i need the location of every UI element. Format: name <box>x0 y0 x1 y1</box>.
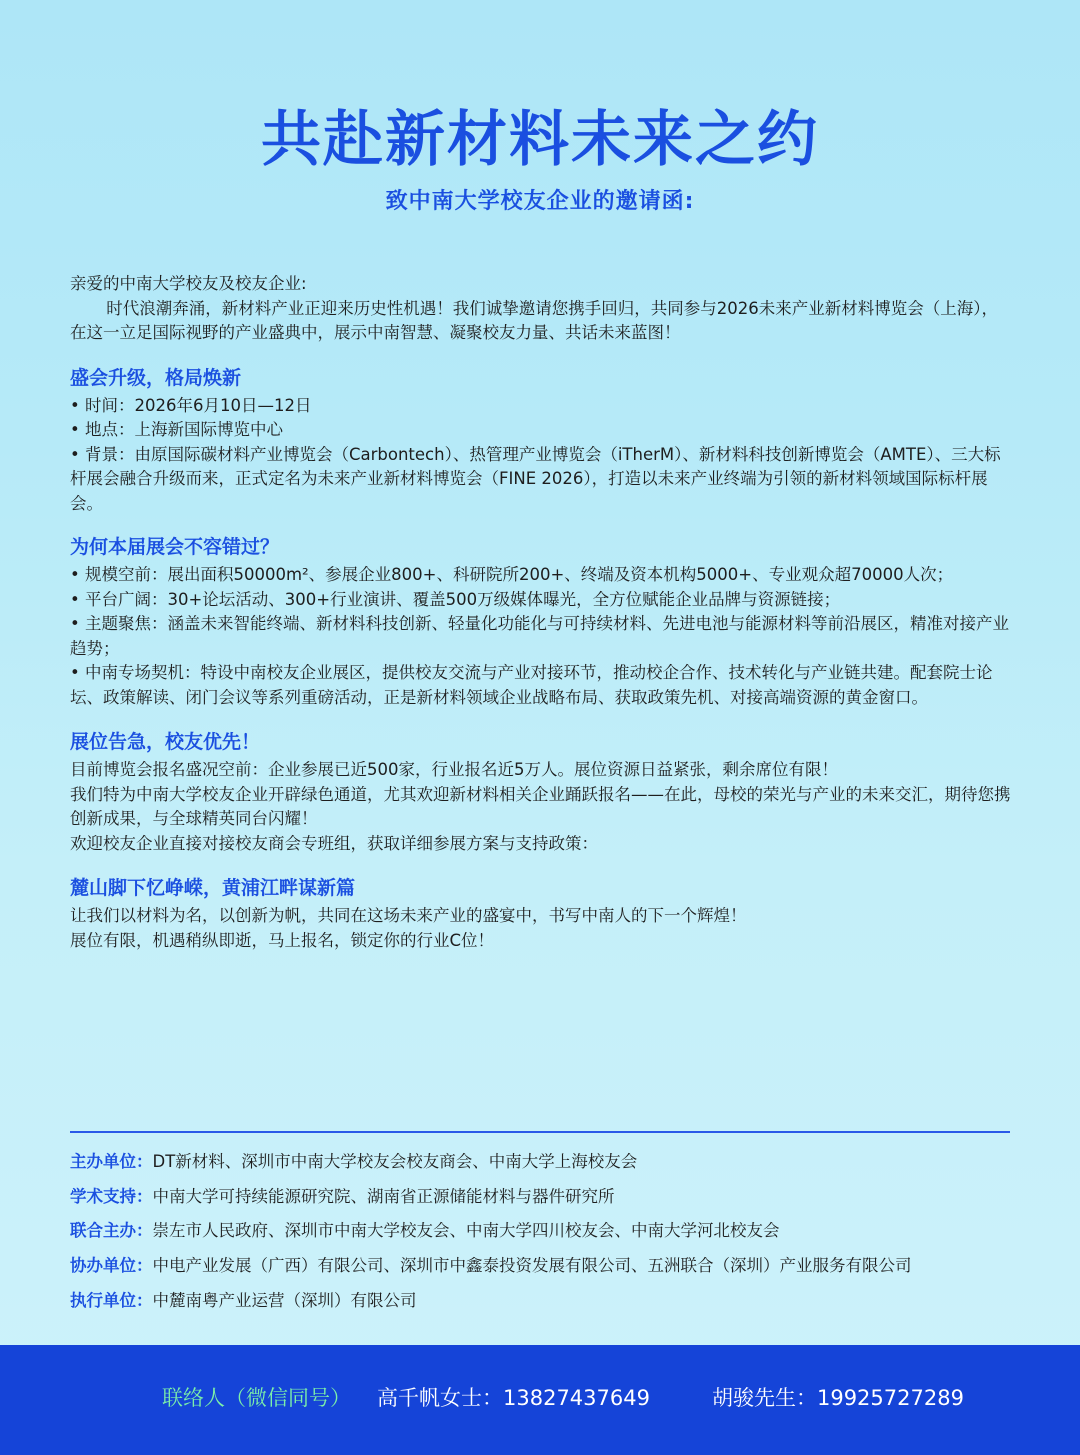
contact-footer <box>0 1345 1080 1455</box>
contact-person-hu: 胡骏先生：19925727289 <box>711 1386 964 1410</box>
organizer-value: 中南大学可持续能源研究院、湖南省正源储能材料与器件研究所 <box>152 1186 615 1206</box>
list-item: • 地点：上海新国际博览中心 <box>70 420 283 439</box>
why-list <box>70 563 1014 710</box>
greeting: 亲爱的中南大学校友及校友企业: <box>70 274 307 293</box>
section-title-closing: 麓山脚下忆峥嵘，黄浦江畔谋新篇 <box>70 877 356 899</box>
contact-label: 联络人（微信同号） <box>162 1386 351 1410</box>
organizer-value: 崇左市人民政府、深圳市中南大学校友会、中南大学四川校友会、中南大学河北校友会 <box>152 1221 780 1241</box>
page-subtitle: 致中南大学校友企业的邀请函: <box>385 189 695 214</box>
list-item: • 时间：2026年6月10日—12日 <box>70 395 312 415</box>
section-divider <box>70 1131 1010 1133</box>
organizer-value: DT新材料、深圳市中南大学校友会校友商会、中南大学上海校友会 <box>152 1152 638 1171</box>
organizer-label: 联合主办： <box>70 1221 153 1241</box>
closing-line: 展位有限，机遇稍纵即逝，马上报名，锁定你的行业C位！ <box>70 930 495 950</box>
closing-line: 让我们以材料为名，以创新为帆，共同在这场未来产业的盛宴中，书写中南人的下一个辉煌！ <box>70 906 747 925</box>
list-item: • 背景：由原国际碳材料产业博览会（Carbontech）、热管理产业博览会（iTherM）、新材料科技创新博览会（AMTE）、三大标杆展会融合升级而来，正式定名为未来产业新材料博览会（FINE 2026），打造以未来产业终端为引领的新材料领域国际标杆展会。 <box>70 444 1001 513</box>
organizers-list <box>70 1148 1014 1321</box>
list-item: • 平台广阔：30+论坛活动、300+行业演讲、覆盖500万级媒体曝光，全方位赋能企业品牌与资源链接； <box>70 589 841 609</box>
list-item: • 中南专场契机：特设中南校友企业展区，提供校友交流与产业对接环节，推动校企合作、技术转化与产业链共建。配套院士论坛、政策解读、闭门会议等系列重磅活动，正是新材料领域企业战略布局、获取政策先机、对接高端资源的黄金窗口。 <box>70 663 993 707</box>
organizer-value: 中电产业发展（广西）有限公司、深圳市中鑫泰投资发展有限公司、五洲联合（深圳）产业服务有限公司 <box>152 1256 912 1276</box>
list-item: • 规模空前：展出面积50000m²、参展企业800+、科研院所200+、终端及资本机构5000+、专业观众超70000人次； <box>70 565 954 584</box>
booth-line: 目前博览会报名盛况空前：企业参展已近500家，行业报名近5万人。展位资源日益紧张，剩余席位有限！ <box>70 760 838 779</box>
organizer-label: 执行单位： <box>70 1290 153 1310</box>
section-title-upgrade: 盛会升级，格局焕新 <box>70 366 242 389</box>
contact-line <box>162 1378 964 1418</box>
section-title-why: 为何本届展会不容错过？ <box>70 536 280 558</box>
organizer-row-academic <box>70 1183 1014 1218</box>
organizer-label: 主办单位： <box>70 1152 153 1171</box>
organizer-label: 协办单位： <box>70 1256 153 1276</box>
section-title-booth: 展位告急，校友优先！ <box>70 731 261 753</box>
organizer-value: 中麓南粤产业运营（深圳）有限公司 <box>152 1290 417 1310</box>
contact-person-gao: 高千帆女士：13827437649 <box>377 1386 650 1410</box>
page-title: 共赴新材料未来之约 <box>261 105 819 175</box>
booth-line: 我们特为中南大学校友企业开辟绿色通道，尤其欢迎新材料相关企业踊跃报名——在此，母校的荣光与产业的未来交汇，期待您携创新成果，与全球精英同台闪耀！ <box>70 784 1011 828</box>
upgrade-list <box>70 394 1014 517</box>
organizer-label: 学术支持： <box>70 1186 153 1206</box>
invitation-body <box>70 272 1014 953</box>
organizer-row-assist <box>70 1252 1014 1287</box>
organizer-row-executor <box>70 1287 1014 1322</box>
booth-line: 欢迎校友企业直接对接校友商会专班组，获取详细参展方案与支持政策： <box>70 833 598 853</box>
organizer-row-host <box>70 1148 1014 1183</box>
organizer-row-cohost <box>70 1217 1014 1252</box>
intro-paragraph: 时代浪潮奔涌，新材料产业正迎来历史性机遇！我们诚挚邀请您携手回归，共同参与2026未来产业新材料博览会（上海），在这一立足国际视野的产业盛典中，展示中南智慧、凝聚校友力量、共话未来蓝图！ <box>70 298 999 342</box>
list-item: • 主题聚焦：涵盖未来智能终端、新材料科技创新、轻量化功能化与可持续材料、先进电池与能源材料等前沿展区，精准对接产业趋势； <box>70 614 1009 658</box>
